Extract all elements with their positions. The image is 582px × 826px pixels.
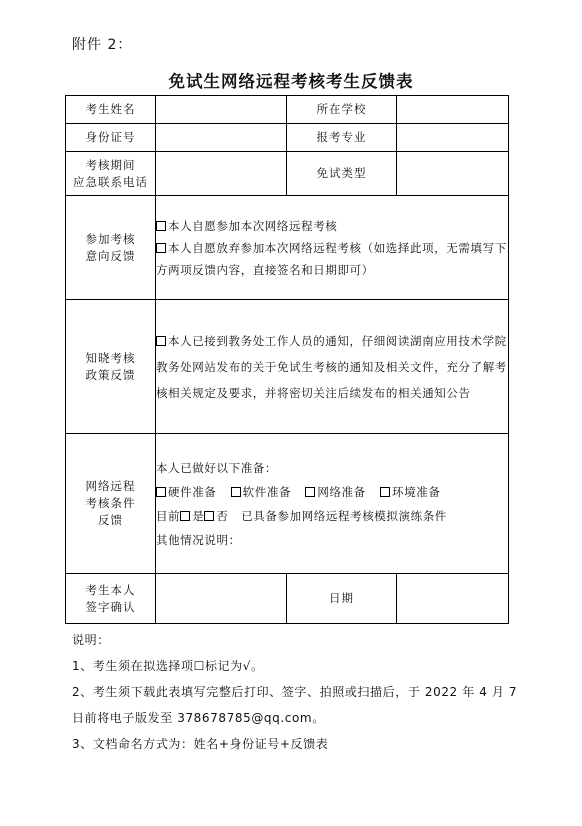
emergency-phone-label [66,152,156,196]
major-label: 报考专业 [287,124,397,152]
policy-content [156,300,509,434]
option-hardware[interactable] [156,485,216,499]
other-notes-label: 其他情况说明： [156,532,241,547]
option-network-text: 网络准备 [317,484,366,499]
school-field[interactable] [397,96,509,124]
conditions-label [66,434,156,574]
note-item-3: 3、文档命名方式为：姓名+身份证号+反馈表 [72,737,329,751]
signature-label [66,574,156,624]
form-title: 免试生网络远程考核考生反馈表 [168,72,414,91]
intent-label-line1: 参加考核 [85,231,136,246]
notes-heading: 说明： [72,633,110,647]
checkbox-no[interactable] [204,511,214,521]
current-prefix: 目前 [156,508,181,523]
id-number-field[interactable] [156,124,287,152]
checkbox-yes[interactable] [180,511,190,521]
checkbox-decline[interactable] [156,243,166,253]
signature-label-line2: 签字确认 [85,599,136,614]
option-hardware-text: 硬件准备 [168,484,217,499]
exempt-type-label: 免试类型 [287,152,397,196]
option-network[interactable] [305,485,365,499]
checkbox-hardware[interactable] [156,487,166,497]
emergency-phone-label-line2: 应急联系电话 [73,174,148,189]
option-environment[interactable] [380,485,440,499]
intent-label-line2: 意向反馈 [85,248,136,263]
conditions-content [156,434,509,574]
school-label: 所在学校 [287,96,397,124]
checkbox-network[interactable] [305,487,315,497]
notes-section [72,627,522,757]
date-field[interactable] [397,574,509,624]
option-software[interactable] [231,485,291,499]
intent-content [156,196,509,300]
major-field[interactable] [397,124,509,152]
emergency-phone-label-line1: 考核期间 [85,157,136,172]
intent-label [66,196,156,300]
conditions-label-line1: 网络远程 [85,479,136,493]
no-label: 否 [216,508,229,523]
intent-option-participate[interactable] [156,215,508,237]
date-label: 日期 [287,574,397,624]
option-software-text: 软件准备 [242,484,292,499]
id-number-label: 身份证号 [66,124,156,152]
yes-label: 是 [192,508,205,523]
policy-text: 本人已接到教务处工作人员的通知，仔细阅读湖南应用技术学院教务处网站发布的关于免试生考核的通知及相关文件，充分了解考核相关规定及要求，并将密切关注后续发布的相关通知公告 [156,333,507,400]
checkbox-participate[interactable] [156,221,166,231]
policy-label [66,300,156,434]
intent-option-participate-text: 本人自愿参加本次网络远程考核 [168,218,338,233]
current-suffix: 已具备参加网络远程考核模拟演练条件 [241,508,447,523]
note-item-1: 1、考生须在拟选择项☐标记为√。 [72,659,264,673]
conditions-label-line2: 考核条件 [85,496,136,510]
policy-label-line2: 政策反馈 [85,367,136,382]
intent-option-decline[interactable] [156,237,508,281]
signature-label-line1: 考生本人 [85,582,136,597]
conditions-intro: 本人已做好以下准备： [156,460,277,475]
conditions-label-line3: 反馈 [98,513,123,527]
current-status-row [156,504,508,528]
signature-field[interactable] [156,574,287,624]
checkbox-environment[interactable] [380,487,390,497]
policy-label-line1: 知晓考核 [85,350,136,365]
conditions-options-row [156,480,508,504]
option-environment-text: 环境准备 [392,484,441,499]
emergency-phone-field[interactable] [156,152,287,196]
note-item-2: 2、考生须下载此表填写完整后打印、签字、拍照或扫描后，于 2022 年 4 月 7 日前将电子版发至 378678785@qq.com。 [72,685,518,725]
checkbox-software[interactable] [231,487,241,497]
checkbox-policy[interactable] [156,336,166,346]
feedback-form-table [65,95,509,624]
attachment-label: 附件 2： [72,37,133,53]
name-label: 考生姓名 [66,96,156,124]
intent-option-decline-text: 本人自愿放弃参加本次网络远程考核（如选择此项，无需填写下方两项反馈内容，直接签名和日期即可） [156,240,507,277]
exempt-type-field[interactable] [397,152,509,196]
name-field[interactable] [156,96,287,124]
